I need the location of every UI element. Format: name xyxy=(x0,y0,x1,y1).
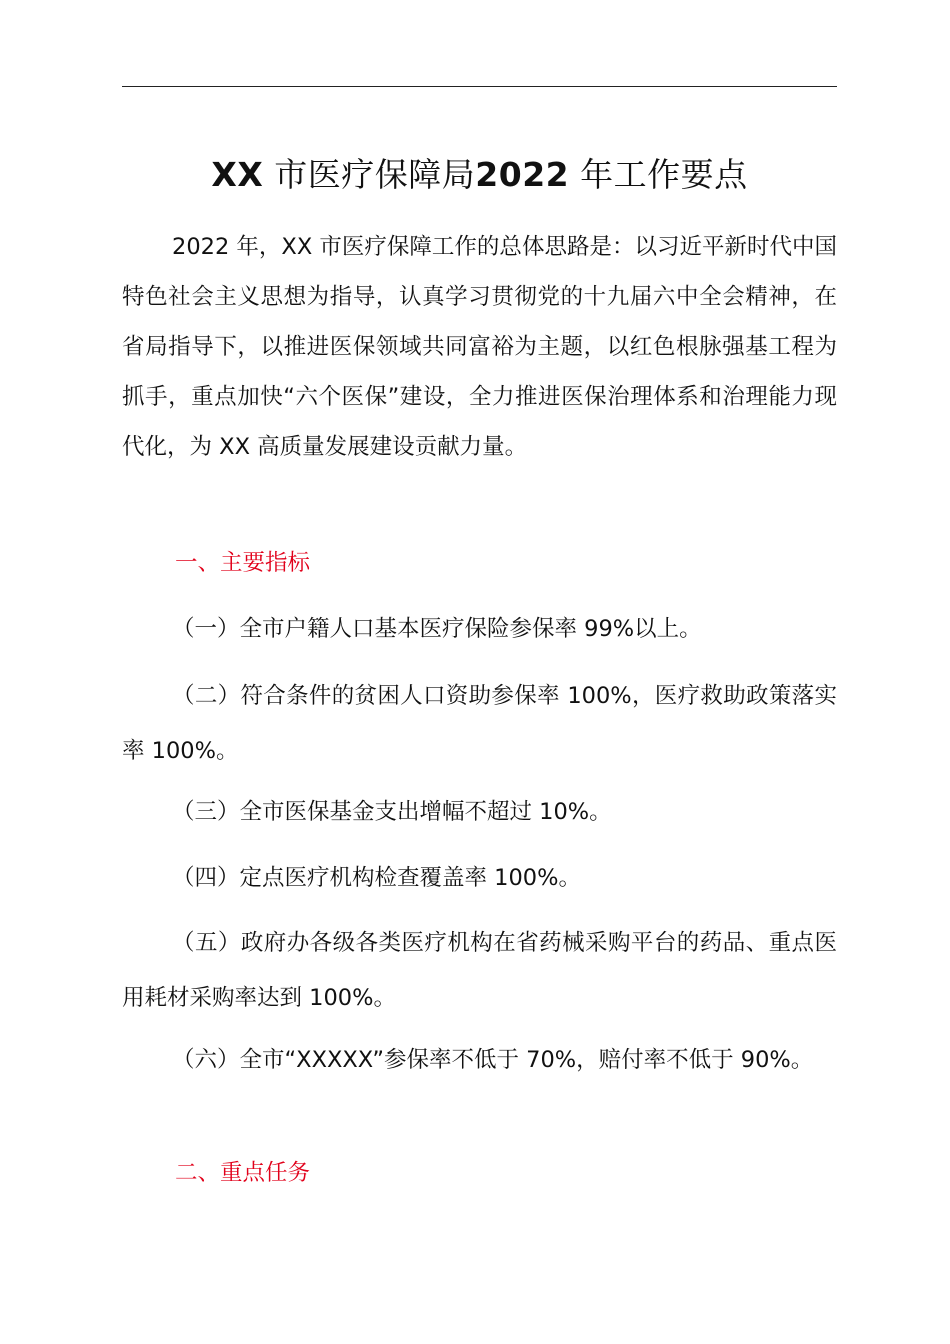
title-year: 2022 xyxy=(475,155,570,194)
header-rule xyxy=(122,86,837,87)
indicator-item-5: （五）政府办各级各类医疗机构在省药械采购平台的药品、重点医用耗材采购率达到 100%。 xyxy=(122,930,837,1011)
indicator-item-6: （六）全市“XXXXX”参保率不低于 70%，赔付率不低于 90%。 xyxy=(172,1047,814,1073)
indicator-item-2: （二）符合条件的贫困人口资助参保率 100%，医疗救助政策落实率 100%。 xyxy=(122,683,837,764)
indicator-item-4: （四）定点医疗机构检查覆盖率 100%。 xyxy=(172,865,581,891)
section-heading-main-indicators: 一、主要指标 xyxy=(175,550,311,576)
intro-paragraph: 2022 年，XX 市医疗保障工作的总体思路是：以习近平新时代中国特色社会主义思想为指导，认真学习贯彻党的十九届六中全会精神，在省局指导下，以推进医保领域共同富裕为主题，以红色根脉强基工程为抓手，重点加快“六个医保”建设，全力推进医保治理体系和治理能力现代化，为 XX 高质量发展建设贡献力量。 xyxy=(122,234,837,460)
section-heading-key-tasks: 二、重点任务 xyxy=(175,1160,311,1186)
document-title xyxy=(122,148,837,202)
title-suffix: 年工作要点 xyxy=(580,155,748,194)
title-mid: 市医疗保障局 xyxy=(274,155,476,194)
indicator-item-1: （一）全市户籍人口基本医疗保险参保率 99%以上。 xyxy=(172,616,702,642)
indicator-item-3: （三）全市医保基金支出增幅不超过 10%。 xyxy=(172,799,612,825)
title-prefix: XX xyxy=(211,155,264,194)
